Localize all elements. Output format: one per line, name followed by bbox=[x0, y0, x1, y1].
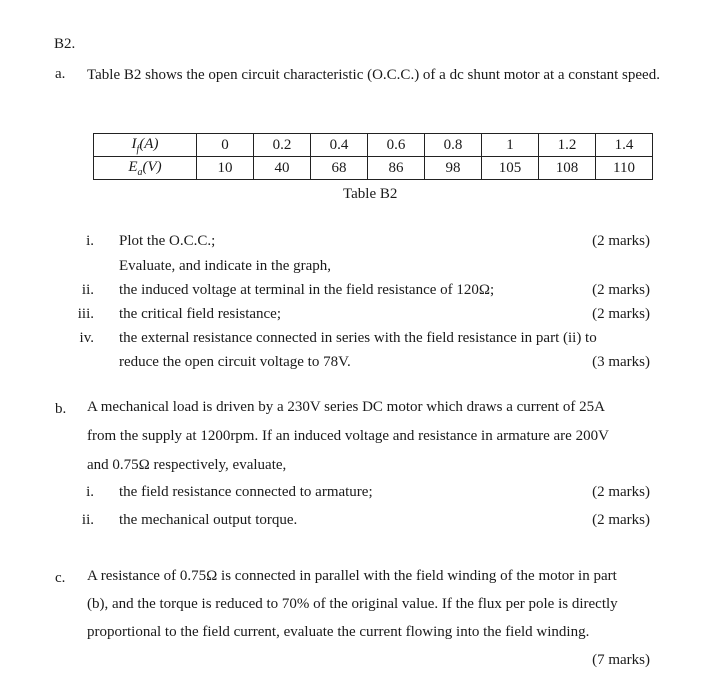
item-a-iv-number: iv. bbox=[79, 330, 94, 346]
table-cell: 0 bbox=[197, 134, 254, 157]
item-a-iii-text: the critical field resistance; bbox=[119, 306, 282, 322]
table-cell: 40 bbox=[254, 157, 311, 180]
part-b-line-1: A mechanical load is driven by a 230V series DC motor which draws a current of 25A bbox=[87, 399, 605, 415]
item-a-evaluate-text: Evaluate, and indicate in the graph, bbox=[119, 258, 331, 274]
part-b-label: b. bbox=[55, 401, 67, 417]
item-a-ii-number: ii. bbox=[81, 282, 94, 298]
part-c-line-1: A resistance of 0.75Ω is connected in parallel with the field winding of the motor in part bbox=[87, 568, 617, 584]
table-cell: 0.8 bbox=[425, 134, 482, 157]
part-c-line-2: (b), and the torque is reduced to 70% of the original value. If the flux per pole is directly bbox=[87, 596, 618, 612]
item-a-iii-number: iii. bbox=[77, 306, 94, 322]
table-cell: 10 bbox=[197, 157, 254, 180]
item-b-ii-text: the mechanical output torque. bbox=[119, 512, 298, 528]
item-a-iv-marks: (3 marks) bbox=[592, 354, 650, 370]
table-cell: 108 bbox=[539, 157, 596, 180]
question-number: B2. bbox=[54, 36, 76, 52]
table-cell: 68 bbox=[311, 157, 368, 180]
field-current-header bbox=[94, 134, 197, 157]
item-b-ii-marks: (2 marks) bbox=[592, 512, 650, 528]
item-a-i-text: Plot the O.C.C.; bbox=[119, 233, 216, 249]
table-cell: 86 bbox=[368, 157, 425, 180]
table-cell: 110 bbox=[596, 157, 653, 180]
table-cell: 98 bbox=[425, 157, 482, 180]
armature-voltage-row bbox=[94, 157, 653, 180]
item-a-iv-text-continued: reduce the open circuit voltage to 78V. bbox=[119, 354, 351, 370]
field-current-symbol: $I_f(A)$ bbox=[131, 135, 159, 155]
item-a-i-marks: (2 marks) bbox=[592, 233, 650, 249]
armature-voltage-header bbox=[94, 157, 197, 180]
table-cell: 1.2 bbox=[539, 134, 596, 157]
field-current-row bbox=[94, 134, 653, 157]
table-cell: 0.4 bbox=[311, 134, 368, 157]
item-a-iii-marks: (2 marks) bbox=[592, 306, 650, 322]
item-b-i-text: the field resistance connected to armature; bbox=[119, 484, 373, 500]
part-c-label: c. bbox=[55, 570, 66, 586]
table-caption: Table B2 bbox=[343, 186, 398, 202]
part-a-intro: Table B2 shows the open circuit characteristic (O.C.C.) of a dc shunt motor at a constant speed. bbox=[87, 67, 660, 83]
part-b-line-3: and 0.75Ω respectively, evaluate, bbox=[87, 457, 287, 473]
item-b-ii-number: ii. bbox=[81, 512, 94, 528]
part-a-label: a. bbox=[55, 66, 66, 82]
part-b-line-2: from the supply at 1200rpm. If an induced voltage and resistance in armature are 200V bbox=[87, 428, 609, 444]
item-a-iv-text: the external resistance connected in series with the field resistance in part (ii) to bbox=[119, 330, 597, 346]
table-cell: 1 bbox=[482, 134, 539, 157]
table-cell: 0.2 bbox=[254, 134, 311, 157]
part-c-marks: (7 marks) bbox=[592, 652, 650, 668]
subscript: f bbox=[136, 143, 140, 155]
table-cell: 0.6 bbox=[368, 134, 425, 157]
item-a-ii-text: the induced voltage at terminal in the field resistance of 120Ω; bbox=[119, 282, 495, 298]
table-cell: 105 bbox=[482, 157, 539, 180]
occ-table bbox=[93, 133, 653, 180]
item-b-i-marks: (2 marks) bbox=[592, 484, 650, 500]
subscript: a bbox=[137, 166, 143, 178]
part-c-line-3: proportional to the field current, evaluate the current flowing into the field winding. bbox=[87, 624, 590, 640]
item-a-i-number: i. bbox=[86, 233, 94, 249]
armature-voltage-symbol: $E_a(V)$ bbox=[128, 158, 162, 178]
item-a-ii-marks: (2 marks) bbox=[592, 282, 650, 298]
item-b-i-number: i. bbox=[86, 484, 94, 500]
table-cell: 1.4 bbox=[596, 134, 653, 157]
